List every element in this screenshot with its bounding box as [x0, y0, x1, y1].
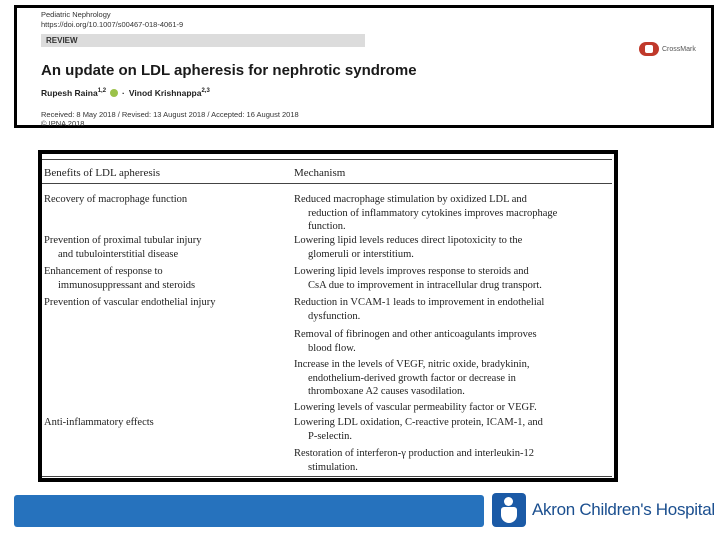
table-rule-bottom [42, 476, 612, 477]
benefit-cell [44, 296, 289, 310]
mechanism-line: function. [308, 221, 346, 232]
author-1[interactable]: Rupesh Raina$^{1,2}$ [41, 88, 107, 98]
copyright: © IPNA 2018 [41, 119, 85, 128]
benefit-line: immunosuppressant and steroids [58, 279, 196, 291]
benefit-line: Prevention of vascular endothelial injury [44, 297, 216, 308]
mechanism-line: stimulation. [308, 461, 358, 473]
benefit-cell [44, 416, 289, 430]
mechanism-cell [294, 358, 609, 399]
mechanism-line: dysfunction. [308, 310, 361, 322]
column-header-mechanism: Mechanism [294, 167, 346, 179]
benefit-cell [44, 265, 289, 292]
table-rule-header [42, 183, 612, 184]
mechanism-cell [294, 447, 609, 474]
mechanism-line: thromboxane A2 causes vasodilation. [308, 386, 465, 397]
mechanism-line: Reduction in VCAM-1 leads to improvement in endothelial [294, 297, 545, 308]
benefit-cell [44, 193, 289, 207]
orcid-icon[interactable] [110, 89, 118, 97]
mechanism-line: Lowering lipid levels reduces direct lipotoxicity to the [294, 235, 523, 246]
mechanism-line: reduction of inflammatory cytokines improves macrophage [308, 207, 558, 219]
article-header [14, 5, 714, 128]
mechanism-line: blood flow. [308, 342, 356, 354]
mechanism-line: endothelium-derived growth factor or decrease in [308, 372, 516, 384]
mechanism-line: Lowering lipid levels improves response to steroids and [294, 266, 529, 277]
benefits-table [38, 150, 618, 482]
mechanism-cell [294, 401, 609, 415]
mechanism-line: Increase in the levels of VEGF, nitric oxide, bradykinin, [294, 359, 530, 370]
mechanism-line: Removal of fibrinogen and other anticoagulants improves [294, 329, 537, 340]
article-dates: Received: 8 May 2018 / Revised: 13 August 2018 / Accepted: 16 August 2018 [41, 110, 299, 119]
mechanism-cell [294, 328, 609, 355]
benefit-line: Enhancement of response to [44, 266, 163, 277]
benefit-line: Prevention of proximal tubular injury [44, 235, 202, 246]
crossmark-icon [639, 42, 659, 56]
mechanism-cell [294, 416, 609, 443]
mechanism-cell [294, 296, 609, 323]
column-header-benefits: Benefits of LDL apheresis [44, 167, 160, 179]
mechanism-line: P-selectin. [308, 430, 353, 442]
benefit-cell [44, 234, 289, 261]
author-separator: · [122, 88, 125, 98]
mechanism-line: Restoration of interferon-γ production and interleukin-12 [294, 448, 534, 459]
hospital-name: Akron Children's Hospital [532, 500, 715, 519]
crossmark-label: CrossMark [662, 45, 696, 53]
article-title: An update on LDL apheresis for nephrotic syndrome [41, 62, 417, 79]
author-list [41, 88, 210, 98]
mechanism-line: CsA due to improvement in intracellular drug transport. [308, 279, 542, 291]
mechanism-line: glomeruli or interstitium. [308, 248, 414, 260]
benefit-line: Anti-inflammatory effects [44, 417, 154, 428]
journal-name: Pediatric Nephrology [41, 10, 111, 19]
mechanism-cell [294, 234, 609, 261]
mechanism-line: Lowering LDL oxidation, C-reactive protein, ICAM-1, and [294, 417, 543, 428]
doi-link[interactable]: https://doi.org/10.1007/s00467-018-4061-9 [41, 20, 184, 29]
section-label: REVIEW [41, 34, 365, 47]
child-figure-icon [492, 493, 526, 527]
hospital-logo [492, 493, 715, 527]
crossmark-badge[interactable] [639, 42, 696, 56]
mechanism-line: Lowering levels of vascular permeability factor or VEGF. [294, 402, 537, 413]
table-rule-top [42, 159, 612, 160]
mechanism-cell [294, 265, 609, 292]
author-2[interactable]: Vinod Krishnappa$^{2,3}$ [128, 88, 210, 98]
mechanism-cell [294, 193, 609, 234]
mechanism-line: Reduced macrophage stimulation by oxidized LDL and [294, 194, 527, 205]
footer-bar [14, 495, 484, 527]
benefit-line: Recovery of macrophage function [44, 194, 188, 205]
benefit-line: and tubulointerstitial disease [58, 248, 179, 260]
